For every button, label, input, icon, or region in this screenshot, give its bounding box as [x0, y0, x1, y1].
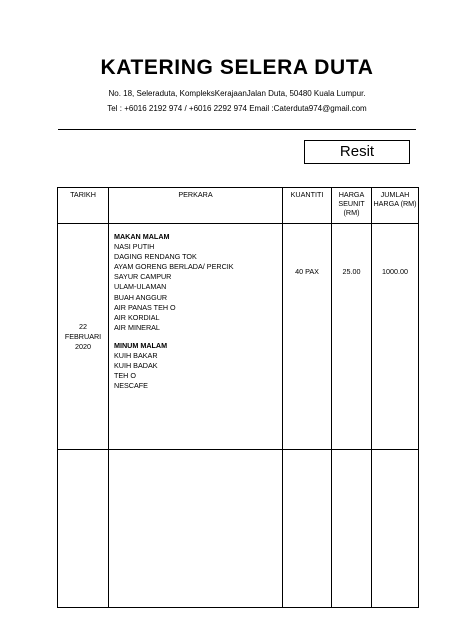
date-month: FEBRUARI: [64, 331, 102, 341]
quantity-cell: 40 PAX: [283, 224, 332, 450]
empty-cell: [372, 450, 419, 608]
list-item: SAYUR CAMPUR: [114, 272, 172, 282]
list-item: KUIH BAKAR: [114, 351, 158, 361]
empty-cell: [58, 450, 109, 608]
company-name: KATERING SELERA DUTA: [100, 56, 374, 79]
company-contact: Tel : +6016 2192 974 / +6016 2292 974 Email :Caterduta974@gmail.com: [107, 104, 367, 113]
header-quantity: KUANTITI: [283, 188, 332, 224]
unit-price-cell: 25.00: [332, 224, 372, 450]
list-item: AIR MINERAL: [114, 322, 160, 332]
drinks-header: MINUM MALAM: [114, 340, 168, 350]
header-items: PERKARA: [109, 188, 283, 224]
list-item: AIR PANAS TEH O: [114, 302, 176, 312]
header-unit-price: HARGA SEUNIT (RM): [332, 188, 372, 224]
receipt-table: [57, 187, 419, 608]
list-item: KUIH BADAK: [114, 361, 158, 371]
header-total: JUMLAH HARGA (RM): [372, 188, 419, 224]
list-item: NASI PUTIH: [114, 242, 155, 252]
header-divider: [58, 129, 416, 130]
list-item: NESCAFE: [114, 381, 148, 391]
list-item: BUAH ANGGUR: [114, 292, 168, 302]
company-address: No. 18, Seleraduta, KompleksKerajaanJalan Duta, 50480 Kuala Lumpur.: [108, 89, 366, 98]
table-row: [58, 224, 419, 450]
header-date: TARIKH: [58, 188, 109, 224]
empty-row: [58, 450, 419, 608]
date-day: 22: [79, 321, 87, 331]
section-spacer: [114, 333, 282, 341]
list-item: ULAM-ULAMAN: [114, 282, 167, 292]
list-item: AIR KORDIAL: [114, 312, 160, 322]
list-item: AYAM GORENG BERLADA/ PERCIK: [114, 262, 234, 272]
empty-cell: [332, 450, 372, 608]
table-header-row: [58, 188, 419, 224]
total-cell: 1000.00: [372, 224, 419, 450]
document-type-label: Resit: [304, 140, 410, 164]
date-cell: [58, 224, 109, 450]
empty-cell: [109, 450, 283, 608]
empty-cell: [283, 450, 332, 608]
list-item: DAGING RENDANG TOK: [114, 252, 197, 262]
list-item: TEH O: [114, 371, 136, 381]
items-cell: [109, 224, 283, 450]
dinner-header: MAKAN MALAM: [114, 232, 170, 241]
date-year: 2020: [75, 341, 91, 351]
